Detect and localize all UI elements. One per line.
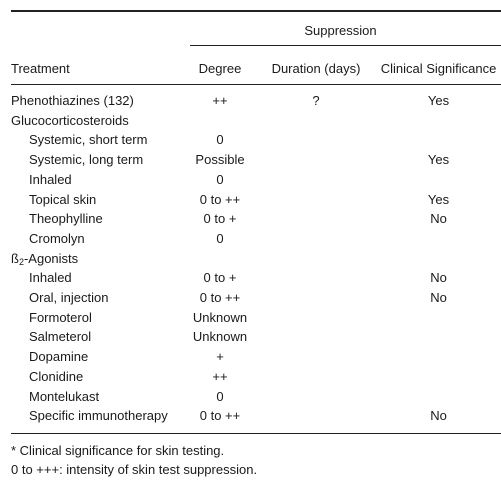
table-row bbox=[0, 211, 501, 227]
table-row bbox=[0, 251, 501, 267]
table-row bbox=[0, 290, 501, 306]
table-row bbox=[0, 270, 501, 286]
degree-cell: 0 to ++ bbox=[199, 191, 241, 207]
treatment-cell: Inhaled bbox=[29, 171, 72, 187]
significance-cell: Yes bbox=[427, 93, 450, 108]
table-row bbox=[0, 172, 501, 188]
degree-cell: 0 to + bbox=[203, 270, 237, 286]
footnote-1: * Clinical significance for skin testing. bbox=[11, 443, 225, 458]
degree-cell: 0 to + bbox=[203, 211, 237, 227]
degree-cell: 0 bbox=[216, 230, 224, 246]
degree-cell: 0 to ++ bbox=[199, 290, 241, 305]
treatment-cell: Phenothiazines (132) bbox=[11, 93, 134, 108]
table-row bbox=[0, 113, 501, 129]
treatment-cell: $ß_2$-Agonists bbox=[11, 250, 79, 267]
significance-cell: No bbox=[430, 290, 447, 305]
treatment-cell: Cromolyn bbox=[29, 230, 85, 246]
treatment-cell: Inhaled bbox=[29, 270, 72, 286]
degree-cell: ++ bbox=[212, 368, 228, 384]
degree-cell: Possible bbox=[195, 152, 245, 168]
treatment-cell: Clonidine bbox=[29, 368, 84, 384]
table-bottom-rule bbox=[11, 433, 501, 434]
degree-cell: 0 bbox=[216, 388, 224, 404]
table-row bbox=[0, 93, 501, 109]
significance-cell: Yes bbox=[427, 191, 450, 207]
table-row bbox=[0, 310, 501, 326]
suppression-group-header: Suppression bbox=[304, 23, 377, 38]
significance-cell: No bbox=[430, 211, 447, 227]
table-row bbox=[0, 369, 501, 385]
treatment-cell: Specific immunotherapy bbox=[29, 408, 168, 424]
table-row bbox=[0, 231, 501, 247]
degree-cell: 0 bbox=[216, 132, 224, 148]
treatment-cell: Oral, injection bbox=[29, 290, 109, 305]
significance-cell: No bbox=[430, 408, 447, 424]
table-row bbox=[0, 132, 501, 148]
degree-cell: 0 bbox=[216, 171, 224, 187]
degree-cell: ++ bbox=[212, 93, 228, 108]
header-degree: Degree bbox=[198, 61, 242, 76]
treatment-cell: Theophylline bbox=[29, 211, 103, 227]
table-row bbox=[0, 192, 501, 208]
treatment-cell: Systemic, short term bbox=[29, 132, 148, 148]
treatment-cell: Systemic, long term bbox=[29, 152, 144, 168]
header-significance: Clinical Significance bbox=[380, 61, 497, 76]
degree-cell: Unknown bbox=[192, 309, 248, 325]
table-row bbox=[0, 152, 501, 168]
table-top-rule bbox=[11, 10, 501, 12]
header-duration: Duration (days) bbox=[271, 61, 361, 76]
duration-cell: ? bbox=[312, 93, 320, 108]
significance-cell: Yes bbox=[427, 152, 450, 168]
degree-cell: Unknown bbox=[192, 329, 248, 345]
table-row bbox=[0, 408, 501, 424]
treatment-cell: Glucocorticosteroids bbox=[11, 112, 129, 128]
treatment-cell: Formoterol bbox=[29, 309, 92, 325]
suppression-group-rule bbox=[190, 45, 501, 46]
treatment-cell: Montelukast bbox=[29, 388, 100, 404]
header-row bbox=[0, 61, 501, 77]
header-treatment: Treatment bbox=[11, 61, 70, 76]
treatment-cell: Salmeterol bbox=[29, 329, 92, 345]
treatment-cell: Dopamine bbox=[29, 349, 89, 365]
significance-cell: No bbox=[430, 270, 447, 286]
table-row bbox=[0, 349, 501, 365]
degree-cell: 0 to ++ bbox=[199, 408, 241, 424]
treatment-cell: Topical skin bbox=[29, 191, 97, 207]
table-row bbox=[0, 329, 501, 345]
table-row bbox=[0, 389, 501, 405]
footnote-2: 0 to +++: intensity of skin test suppression. bbox=[11, 462, 258, 477]
header-bottom-rule bbox=[11, 84, 501, 85]
degree-cell: + bbox=[216, 349, 224, 365]
